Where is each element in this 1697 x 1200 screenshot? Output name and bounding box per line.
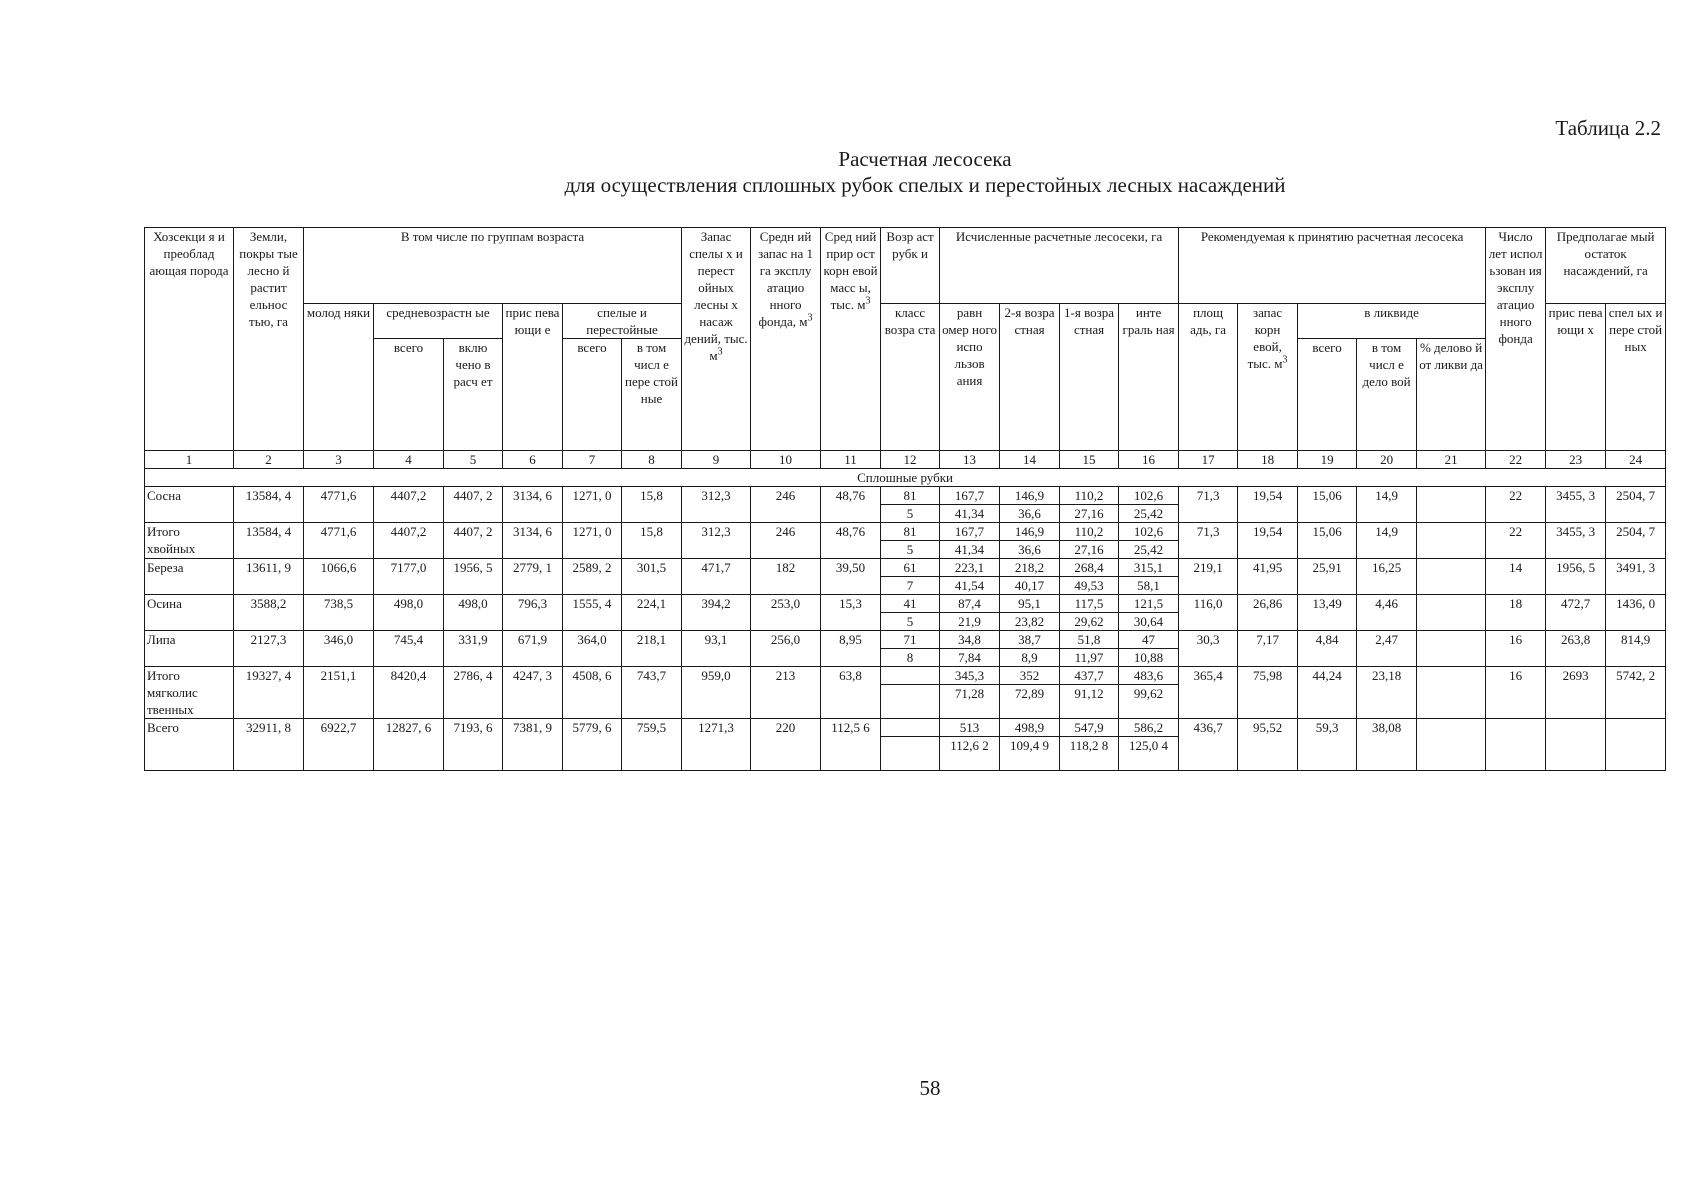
table-cell: 41,34	[940, 505, 1000, 523]
table-cell: 95,1	[1000, 595, 1060, 613]
table-cell: 102,6	[1119, 523, 1179, 541]
column-number-cell: 18	[1238, 451, 1298, 469]
table-cell: 2589, 2	[563, 559, 622, 595]
table-cell: 3134, 6	[503, 523, 563, 559]
table-cell: 93,1	[682, 631, 751, 667]
table-cell: 91,12	[1060, 685, 1119, 719]
table-header	[145, 228, 1666, 487]
table-cell: 72,89	[1000, 685, 1060, 719]
table-cell: 471,7	[682, 559, 751, 595]
column-number-cell: 21	[1417, 451, 1486, 469]
table-cell: 32911, 8	[234, 719, 304, 771]
table-cell: 3455, 3	[1546, 487, 1606, 523]
table-cell: 48,76	[821, 487, 881, 523]
table-cell: 218,1	[622, 631, 682, 667]
table-cell: 498,0	[444, 595, 503, 631]
table-cell: 19327, 4	[234, 667, 304, 719]
column-number-cell: 11	[821, 451, 881, 469]
column-number-cell: 4	[374, 451, 444, 469]
table-cell: 117,5	[1060, 595, 1119, 613]
table-cell: 16,25	[1357, 559, 1417, 595]
table-cell	[1606, 719, 1666, 771]
header-middle-aged: средневозрастн ые	[374, 304, 503, 339]
table-cell: 71,28	[940, 685, 1000, 719]
header-recommended-area: Рекомендуемая к принятию расчетная лесосека	[1179, 228, 1486, 304]
table-cell: 13611, 9	[234, 559, 304, 595]
column-number-cell: 14	[1000, 451, 1060, 469]
row-label: Липа	[145, 631, 234, 667]
table-cell: 13584, 4	[234, 523, 304, 559]
table-cell: 41,54	[940, 577, 1000, 595]
table-cell: 346,0	[304, 631, 374, 667]
age-class-cell: 7	[881, 577, 940, 595]
column-numbers-row	[145, 451, 1666, 469]
header-liquid-business: в том числ е дело вой	[1357, 339, 1417, 451]
table-cell: 3455, 3	[1546, 523, 1606, 559]
header-root-stock: запас корн евой, тыс. $м^3$	[1238, 304, 1298, 451]
table-cell: 1555, 4	[563, 595, 622, 631]
table-cell: 27,16	[1060, 541, 1119, 559]
table-cell: 58,1	[1119, 577, 1179, 595]
table-cell: 365,4	[1179, 667, 1238, 719]
table-cell: 3491, 3	[1606, 559, 1666, 595]
table-cell: 4407, 2	[444, 487, 503, 523]
table-cell: 4508, 6	[563, 667, 622, 719]
table-cell: 14,9	[1357, 487, 1417, 523]
table-cell: 959,0	[682, 667, 751, 719]
table-cell: 1436, 0	[1606, 595, 1666, 631]
table-cell: 2151,1	[304, 667, 374, 719]
table-cell: 352	[1000, 667, 1060, 685]
table-cell: 36,6	[1000, 505, 1060, 523]
age-class-cell: 5	[881, 505, 940, 523]
table-cell: 3588,2	[234, 595, 304, 631]
header-ripe-overripe-incl: в том числ е пере стой ные	[622, 339, 682, 451]
header-middle-total: всего	[374, 339, 444, 451]
table-cell: 1956, 5	[444, 559, 503, 595]
age-class-cell: 5	[881, 613, 940, 631]
table-cell: 4771,6	[304, 523, 374, 559]
header-ripe-overripe: спелые и перестойные	[563, 304, 682, 339]
table-cell: 102,6	[1119, 487, 1179, 505]
table-row	[145, 631, 1666, 649]
table-cell: 87,4	[940, 595, 1000, 613]
table-cell: 25,42	[1119, 541, 1179, 559]
table-cell: 25,91	[1298, 559, 1357, 595]
table-cell: 59,3	[1298, 719, 1357, 771]
column-number-cell: 23	[1546, 451, 1606, 469]
table-cell: 39,50	[821, 559, 881, 595]
header-maturing: прис пева ющи е	[503, 304, 563, 451]
age-class-cell: 41	[881, 595, 940, 613]
table-cell: 22	[1486, 523, 1546, 559]
column-number-cell: 10	[751, 451, 821, 469]
table-cell: 394,2	[682, 595, 751, 631]
table-cell: 253,0	[751, 595, 821, 631]
table-cell	[1417, 487, 1486, 523]
table-cell	[1417, 667, 1486, 719]
table-cell: 182	[751, 559, 821, 595]
table-cell: 15,06	[1298, 523, 1357, 559]
table-cell	[1417, 631, 1486, 667]
table-cell: 4407, 2	[444, 523, 503, 559]
column-number-cell: 16	[1119, 451, 1179, 469]
column-number-cell: 3	[304, 451, 374, 469]
table-cell: 1066,6	[304, 559, 374, 595]
table-row	[145, 719, 1666, 737]
table-cell: 22	[1486, 487, 1546, 523]
header-age-class: класс возра ста	[881, 304, 940, 451]
column-number-cell: 15	[1060, 451, 1119, 469]
table-cell: 10,88	[1119, 649, 1179, 667]
table-cell: 125,0 4	[1119, 737, 1179, 771]
table-cell: 796,3	[503, 595, 563, 631]
column-number-cell: 6	[503, 451, 563, 469]
table-cell: 19,54	[1238, 487, 1298, 523]
table-cell: 21,9	[940, 613, 1000, 631]
table-cell: 110,2	[1060, 523, 1119, 541]
table-cell: 40,17	[1000, 577, 1060, 595]
age-class-cell: 81	[881, 487, 940, 505]
age-class-cell	[881, 685, 940, 719]
table-cell: 75,98	[1238, 667, 1298, 719]
table-cell: 7,17	[1238, 631, 1298, 667]
table-cell: 118,2 8	[1060, 737, 1119, 771]
age-class-cell	[881, 667, 940, 685]
table-cell: 436,7	[1179, 719, 1238, 771]
table-cell: 1956, 5	[1546, 559, 1606, 595]
age-class-cell: 5	[881, 541, 940, 559]
table-cell: 13584, 4	[234, 487, 304, 523]
row-label: Всего	[145, 719, 234, 771]
table-cell: 116,0	[1179, 595, 1238, 631]
table-cell: 2504, 7	[1606, 523, 1666, 559]
table-cell: 26,86	[1238, 595, 1298, 631]
title-line-1: Расчетная лесосека	[838, 147, 1012, 171]
header-farm-section: Хозсекци я и преоблад ающая порода	[145, 228, 234, 451]
header-ripe-total: всего	[563, 339, 622, 451]
table-cell: 51,8	[1060, 631, 1119, 649]
table-cell: 146,9	[1000, 487, 1060, 505]
table-row	[145, 595, 1666, 613]
row-label: Сосна	[145, 487, 234, 523]
table-cell: 36,6	[1000, 541, 1060, 559]
table-cell: 331,9	[444, 631, 503, 667]
column-number-cell: 22	[1486, 451, 1546, 469]
table-cell: 213	[751, 667, 821, 719]
table-body	[145, 487, 1666, 771]
header-remaining-stands: Предполагае мый остаток насаждений, га	[1546, 228, 1666, 304]
table-cell: 16	[1486, 667, 1546, 719]
table-cell: 112,5 6	[821, 719, 881, 771]
table-cell: 4407,2	[374, 523, 444, 559]
table-cell: 63,8	[821, 667, 881, 719]
table-cell: 268,4	[1060, 559, 1119, 577]
table-cell: 15,3	[821, 595, 881, 631]
table-cell: 15,8	[622, 487, 682, 523]
table-cell: 301,5	[622, 559, 682, 595]
table-cell: 14,9	[1357, 523, 1417, 559]
header-second-age: 2-я возра стная	[1000, 304, 1060, 451]
table-cell: 7177,0	[374, 559, 444, 595]
row-label: Береза	[145, 559, 234, 595]
table-cell: 44,24	[1298, 667, 1357, 719]
table-row	[145, 523, 1666, 541]
header-avg-stock: Средн ий запас на 1 га эксплу атацио нного фонда, $м^3$	[751, 228, 821, 451]
column-number-cell: 2	[234, 451, 304, 469]
table-cell: 38,08	[1357, 719, 1417, 771]
table-cell: 224,1	[622, 595, 682, 631]
table-cell: 7381, 9	[503, 719, 563, 771]
table-cell: 547,9	[1060, 719, 1119, 737]
column-number-cell: 19	[1298, 451, 1357, 469]
table-cell: 743,7	[622, 667, 682, 719]
table-cell: 586,2	[1119, 719, 1179, 737]
row-label: Итого хвойных	[145, 523, 234, 559]
table-cell: 2779, 1	[503, 559, 563, 595]
page-number: 58	[919, 1076, 941, 1100]
table-cell: 23,18	[1357, 667, 1417, 719]
table-cell: 34,8	[940, 631, 1000, 649]
table-cell: 4,46	[1357, 595, 1417, 631]
table-cell	[1417, 595, 1486, 631]
table-row	[145, 559, 1666, 577]
age-class-cell	[881, 719, 940, 737]
table-cell: 4771,6	[304, 487, 374, 523]
row-label: Итого мягколис твенных	[145, 667, 234, 719]
table-cell: 15,06	[1298, 487, 1357, 523]
table-cell: 219,1	[1179, 559, 1238, 595]
column-number-cell: 8	[622, 451, 682, 469]
table-cell: 41,95	[1238, 559, 1298, 595]
table-cell: 738,5	[304, 595, 374, 631]
table-cell: 7,84	[940, 649, 1000, 667]
table-cell: 18	[1486, 595, 1546, 631]
table-cell: 8420,4	[374, 667, 444, 719]
column-number-cell: 5	[444, 451, 503, 469]
column-number-cell: 9	[682, 451, 751, 469]
table-cell: 23,82	[1000, 613, 1060, 631]
column-number-cell: 1	[145, 451, 234, 469]
table-cell: 29,62	[1060, 613, 1119, 631]
header-rest-ripe: спел ых и пере стой ных	[1606, 304, 1666, 451]
table-cell: 99,62	[1119, 685, 1179, 719]
age-class-cell: 61	[881, 559, 940, 577]
table-cell: 498,9	[1000, 719, 1060, 737]
table-cell: 5742, 2	[1606, 667, 1666, 719]
table-cell: 13,49	[1298, 595, 1357, 631]
table-cell: 8,95	[821, 631, 881, 667]
table-cell: 6922,7	[304, 719, 374, 771]
cutting-area-table	[144, 227, 1666, 771]
table-cell: 1271, 0	[563, 487, 622, 523]
table-cell: 2786, 4	[444, 667, 503, 719]
table-cell: 4407,2	[374, 487, 444, 523]
header-calculated-areas: Исчисленные расчетные лесосеки, га	[940, 228, 1179, 304]
header-integral: инте граль ная	[1119, 304, 1179, 451]
table-cell: 472,7	[1546, 595, 1606, 631]
table-cell: 256,0	[751, 631, 821, 667]
table-cell: 41,34	[940, 541, 1000, 559]
table-cell: 47	[1119, 631, 1179, 649]
table-cell: 5779, 6	[563, 719, 622, 771]
table-cell: 167,7	[940, 523, 1000, 541]
header-area: площ адь, га	[1179, 304, 1238, 451]
table-cell: 30,3	[1179, 631, 1238, 667]
table-cell: 15,8	[622, 523, 682, 559]
table-cell: 7193, 6	[444, 719, 503, 771]
table-title	[0, 146, 1697, 198]
table-cell: 483,6	[1119, 667, 1179, 685]
table-cell	[1417, 559, 1486, 595]
table-cell: 167,7	[940, 487, 1000, 505]
table-cell	[1417, 719, 1486, 771]
table-cell: 513	[940, 719, 1000, 737]
table-cell: 2504, 7	[1606, 487, 1666, 523]
table-cell: 1271,3	[682, 719, 751, 771]
column-number-cell: 7	[563, 451, 622, 469]
table-cell: 2693	[1546, 667, 1606, 719]
table-cell: 48,76	[821, 523, 881, 559]
column-number-cell: 24	[1606, 451, 1666, 469]
table-cell: 11,97	[1060, 649, 1119, 667]
table-cell: 4,84	[1298, 631, 1357, 667]
table-cell: 71,3	[1179, 487, 1238, 523]
table-cell: 2,47	[1357, 631, 1417, 667]
table-cell: 121,5	[1119, 595, 1179, 613]
table-cell: 671,9	[503, 631, 563, 667]
header-avg-growth: Сред ний прир ост корн евой масс ы, тыс. $м^3$	[821, 228, 881, 451]
header-in-liquid: в ликвиде	[1298, 304, 1486, 339]
title-line-2: для осуществления сплошных рубок спелых и перестойных лесных насаждений	[564, 173, 1286, 197]
table-cell: 218,2	[1000, 559, 1060, 577]
table-cell: 263,8	[1546, 631, 1606, 667]
age-class-cell: 8	[881, 649, 940, 667]
header-uniform-use: равн омер ного испо льзов ания	[940, 304, 1000, 451]
header-years-of-use: Число лет испол ьзован ия эксплу атацио нного фонда	[1486, 228, 1546, 451]
table-cell: 109,4 9	[1000, 737, 1060, 771]
header-young: молод няки	[304, 304, 374, 451]
age-class-cell	[881, 737, 940, 771]
table-cell: 759,5	[622, 719, 682, 771]
header-forested-land: Земли, покры тые лесно й растит ельнос тью, га	[234, 228, 304, 451]
table-cell: 498,0	[374, 595, 444, 631]
table-cell: 315,1	[1119, 559, 1179, 577]
table-cell: 30,64	[1119, 613, 1179, 631]
table-row	[145, 487, 1666, 505]
table-cell: 437,7	[1060, 667, 1119, 685]
table-cell: 814,9	[1606, 631, 1666, 667]
age-class-cell: 71	[881, 631, 940, 649]
table-cell: 312,3	[682, 487, 751, 523]
header-ripe-stock: Запас спелы х и перест ойных лесны х насаж дений, тыс. $м^3$	[682, 228, 751, 451]
table-cell: 220	[751, 719, 821, 771]
header-middle-included: вклю чено в расч ет	[444, 339, 503, 451]
table-row	[145, 667, 1666, 685]
table-number: Таблица 2.2	[1555, 116, 1661, 140]
table-cell: 12827, 6	[374, 719, 444, 771]
header-rest-maturing: прис пева ющи х	[1546, 304, 1606, 451]
table-cell: 27,16	[1060, 505, 1119, 523]
table-cell: 16	[1486, 631, 1546, 667]
table-cell: 364,0	[563, 631, 622, 667]
table-cell: 4247, 3	[503, 667, 563, 719]
table-cell: 745,4	[374, 631, 444, 667]
table-cell: 112,6 2	[940, 737, 1000, 771]
header-age-groups: В том числе по группам возраста	[304, 228, 682, 304]
row-label: Осина	[145, 595, 234, 631]
header-liquid-percent: % делово й от ликви да	[1417, 339, 1486, 451]
table-cell: 38,7	[1000, 631, 1060, 649]
table-cell: 2127,3	[234, 631, 304, 667]
column-number-cell: 17	[1179, 451, 1238, 469]
table-cell: 345,3	[940, 667, 1000, 685]
table-cell: 19,54	[1238, 523, 1298, 559]
table-cell: 25,42	[1119, 505, 1179, 523]
table-cell: 110,2	[1060, 487, 1119, 505]
table-cell: 3134, 6	[503, 487, 563, 523]
header-cutting-age: Возр аст рубк и	[881, 228, 940, 304]
table-cell	[1417, 523, 1486, 559]
column-number-cell: 12	[881, 451, 940, 469]
column-number-cell: 20	[1357, 451, 1417, 469]
section-label: Сплошные рубки	[145, 469, 1666, 487]
age-class-cell: 81	[881, 523, 940, 541]
table-cell: 246	[751, 523, 821, 559]
table-cell: 49,53	[1060, 577, 1119, 595]
header-first-age: 1-я возра стная	[1060, 304, 1119, 451]
header-liquid-total: всего	[1298, 339, 1357, 451]
table-cell: 146,9	[1000, 523, 1060, 541]
table-cell: 95,52	[1238, 719, 1298, 771]
table-cell	[1546, 719, 1606, 771]
table-cell: 223,1	[940, 559, 1000, 577]
column-number-cell: 13	[940, 451, 1000, 469]
table-cell: 1271, 0	[563, 523, 622, 559]
table-cell	[1486, 719, 1546, 771]
table-cell: 312,3	[682, 523, 751, 559]
table-cell: 71,3	[1179, 523, 1238, 559]
table-cell: 8,9	[1000, 649, 1060, 667]
table-cell: 14	[1486, 559, 1546, 595]
table-cell: 246	[751, 487, 821, 523]
